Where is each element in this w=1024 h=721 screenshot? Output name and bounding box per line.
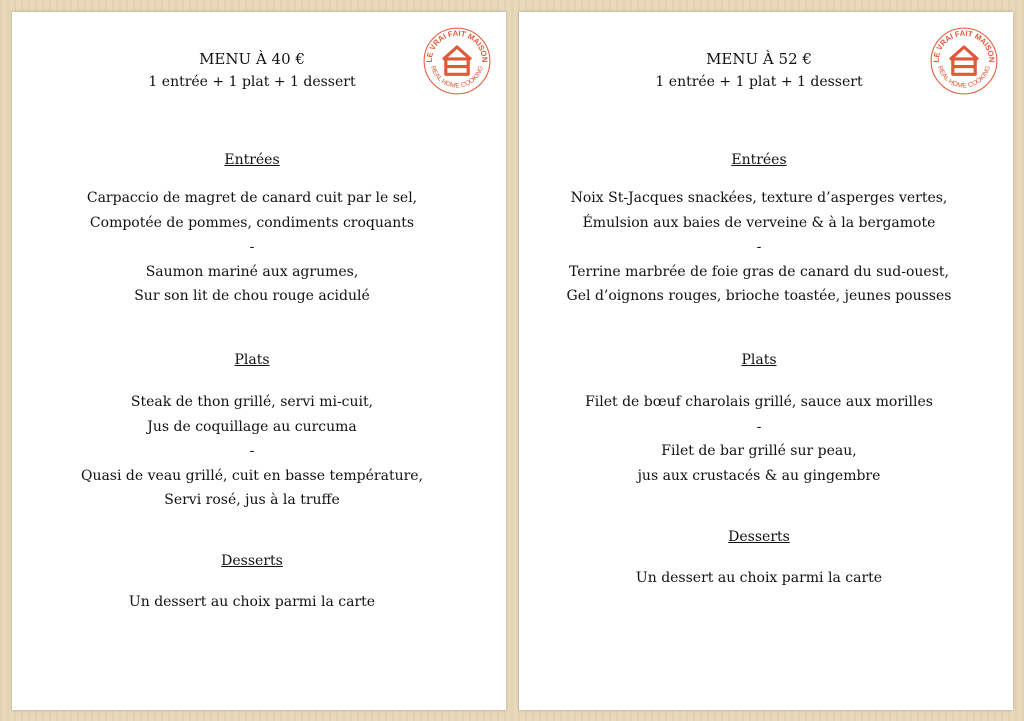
house-icon: [443, 47, 471, 74]
menu-page-52: [519, 12, 1013, 710]
entrees-list: [12, 186, 492, 309]
menu-header: [519, 48, 999, 93]
dish-line: jus aux crustacés & au gingembre: [637, 467, 881, 484]
dish-separator: -: [249, 239, 255, 255]
dish-line: Compotée de pommes, condiments croquants: [89, 214, 415, 231]
dish-line: Filet de bœuf charolais grillé, sauce aux morilles: [585, 394, 933, 410]
menu-subtitle: 1 entrée + 1 plat + 1 dessert: [655, 74, 863, 90]
desserts-list: [12, 590, 492, 615]
dish-line: Émulsion aux baies de verveine & à la bergamote: [582, 214, 936, 231]
desserts-heading: Desserts: [728, 529, 790, 545]
dish-line: Carpaccio de magret de canard cuit par le sel,: [86, 190, 418, 206]
logo-bottom-text: REAL HOME COOKING: [935, 65, 993, 90]
dish-separator: -: [756, 418, 762, 435]
dish-line: Sur son lit de chou rouge acidulé: [134, 288, 370, 304]
plats-list: [519, 390, 999, 488]
dish-line: Steak de thon grillé, servi mi-cuit,: [130, 394, 374, 410]
menu-title: MENU À 52 €: [706, 50, 812, 68]
menu-page-40: [12, 12, 506, 710]
entrees-heading: Entrées: [731, 152, 787, 168]
dish-line: Gel d’oignons rouges, brioche toastée, jeunes pousses: [566, 288, 952, 304]
svg-text:REAL HOME COOKING: [936, 65, 992, 90]
entrees-heading: Entrées: [224, 152, 280, 168]
menu-header: [12, 48, 492, 93]
plats-heading: Plats: [741, 352, 777, 368]
plats-list: [12, 390, 492, 513]
dish-line: Un dessert au choix parmi la carte: [128, 594, 376, 610]
dish-line: Un dessert au choix parmi la carte: [635, 570, 883, 586]
desserts-list: [519, 566, 999, 591]
logo-top-text: LE VRAI FAIT MAISON: [931, 28, 997, 63]
dish-line: Filet de bar grillé sur peau,: [661, 443, 857, 459]
menu-title: MENU À 40 €: [199, 50, 305, 68]
dish-line: Quasi de veau grillé, cuit en basse température,: [80, 467, 424, 484]
dish-separator: -: [756, 239, 762, 255]
dish-line: Terrine marbrée de foie gras de canard du sud-ouest,: [569, 263, 949, 280]
dish-line: Saumon mariné aux agrumes,: [145, 263, 359, 280]
dish-line: Noix St-Jacques snackées, texture d’asperges vertes,: [570, 190, 948, 206]
logo-bottom-text: REAL HOME COOKING: [428, 65, 486, 90]
svg-text:REAL HOME COOKING: [429, 65, 485, 90]
logo-top-text: LE VRAI FAIT MAISON: [424, 28, 490, 63]
dish-line: Jus de coquillage au curcuma: [147, 418, 357, 435]
fait-maison-logo: [929, 26, 999, 96]
desserts-heading: Desserts: [221, 553, 283, 569]
dish-line: Servi rosé, jus à la truffe: [164, 492, 340, 508]
entrees-list: [519, 186, 999, 309]
house-icon: [950, 47, 978, 74]
menu-subtitle: 1 entrée + 1 plat + 1 dessert: [148, 74, 356, 90]
plats-heading: Plats: [234, 352, 270, 368]
fait-maison-logo: [422, 26, 492, 96]
dish-separator: -: [249, 443, 255, 459]
